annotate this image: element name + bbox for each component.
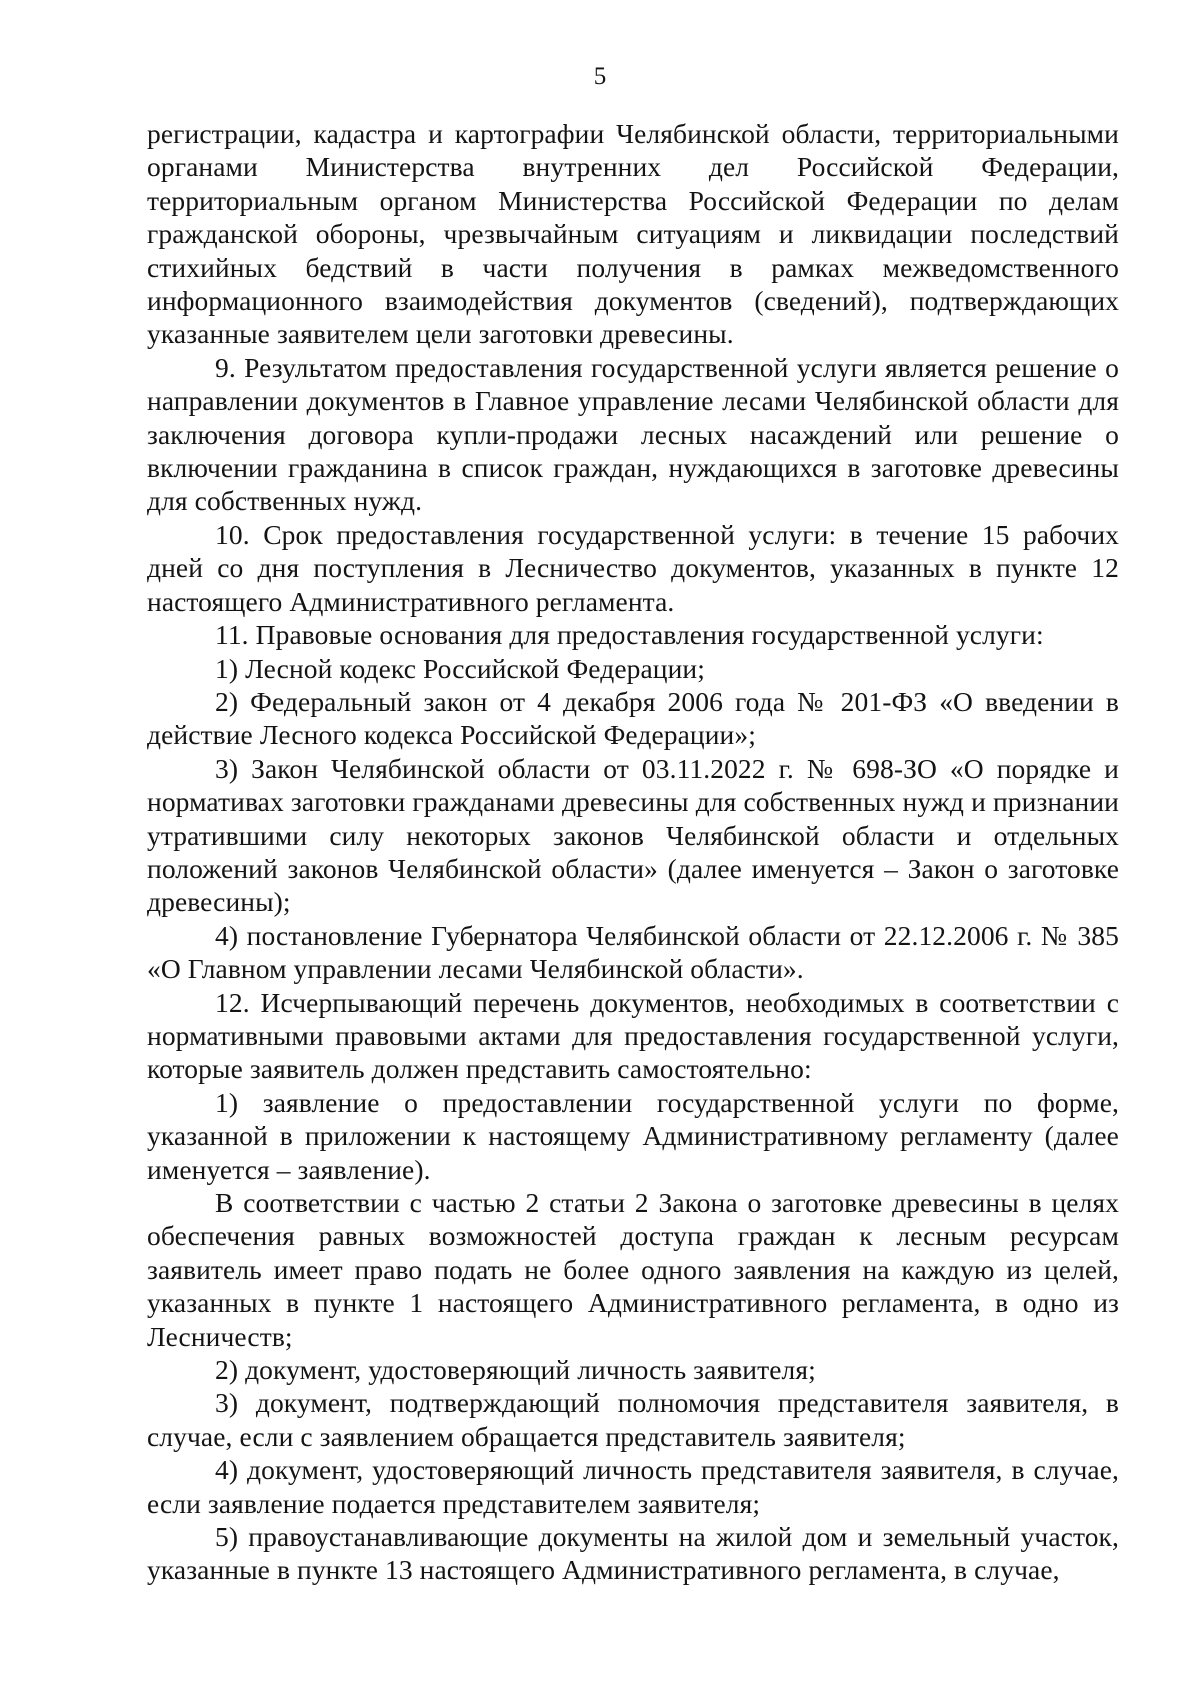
paragraph-item-11-1: 1) Лесной кодекс Российской Федерации; xyxy=(215,652,705,684)
document-body xyxy=(147,117,1119,1587)
paragraph-item-11-4: 4) постановление Губернатора Челябинской области от 22.12.2006 г. № 385 «О Главном управлении лесами Челябинской области». xyxy=(147,919,1119,985)
paragraph-item-11-2: 2) Федеральный закон от 4 декабря 2006 года № 201-ФЗ «О введении в действие Лесного кодекса Российской Федерации»; xyxy=(147,685,1119,751)
paragraph-item-12-1: 1) заявление о предоставлении государственной услуги по форме, указанной в приложении к настоящему Административному регламенту (далее именуется – заявление). xyxy=(147,1086,1119,1185)
paragraph-item-10: 10. Срок предоставления государственной услуги: в течение 15 рабочих дней со дня поступления в Лесничество документов, указанных в пункте 12 настоящего Административного регламента. xyxy=(147,518,1119,617)
paragraph-item-12-2: 2) документ, удостоверяющий личность заявителя; xyxy=(215,1354,816,1386)
paragraph-note: В соответствии с частью 2 статьи 2 Закона о заготовке древесины в целях обеспечения равных возможностей доступа граждан к лесным ресурсам заявитель имеет право подать не более одного заявления на каждую из целей, указанных в пункте 1 настоящего Административного регламента, в одно из Лесничеств; xyxy=(147,1187,1119,1352)
paragraph-item-12-5: 5) правоустанавливающие документы на жилой дом и земельный участок, указанные в пункте 13 настоящего Административного регламента, в случае, xyxy=(147,1521,1119,1586)
paragraph-item-11-3: 3) Закон Челябинской области от 03.11.2022 г. № 698-ЗО «О порядке и нормативах заготовки гражданами древесины для собственных нужд и признании утратившими силу некоторых законов Челябинской области и отдельных положений законов Челябинской области» (далее именуется – Закон о заготовке древесины); xyxy=(147,752,1119,918)
paragraph-item-9: 9. Результатом предоставления государственной услуги является решение о направлении документов в Главное управление лесами Челябинской области для заключения договора купли-продажи лесных насаждений или решение о включении гражданина в список граждан, нуждающихся в заготовке древесины для собственных нужд. xyxy=(147,351,1119,517)
paragraph-item-12-4: 4) документ, удостоверяющий личность представителя заявителя, в случае, если заявление подается представителем заявителя; xyxy=(147,1454,1119,1519)
paragraph-item-12: 12. Исчерпывающий перечень документов, необходимых в соответствии с нормативными правовыми актами для предоставления государственной услуги, которые заявитель должен представить самостоятельно: xyxy=(147,986,1119,1085)
paragraph-item-11: 11. Правовые основания для предоставления государственной услуги: xyxy=(215,619,1044,651)
page-number: 5 xyxy=(593,63,607,90)
paragraph-continuation: регистрации, кадастра и картографии Челябинской области, территориальными органами Министерства внутренних дел Российской Федерации, территориальным органом Министерства Российской Федерации по делам гражданской обороны, чрезвычайным ситуациям и ликвидации последствий стихийных бедствий в части получения в рамках межведомственного информационного взаимодействия документов (сведений), подтверждающих указанные заявителем цели заготовки древесины. xyxy=(147,118,1119,350)
paragraph-item-12-3: 3) документ, подтверждающий полномочия представителя заявителя, в случае, если с заявлением обращается представитель заявителя; xyxy=(147,1387,1119,1452)
